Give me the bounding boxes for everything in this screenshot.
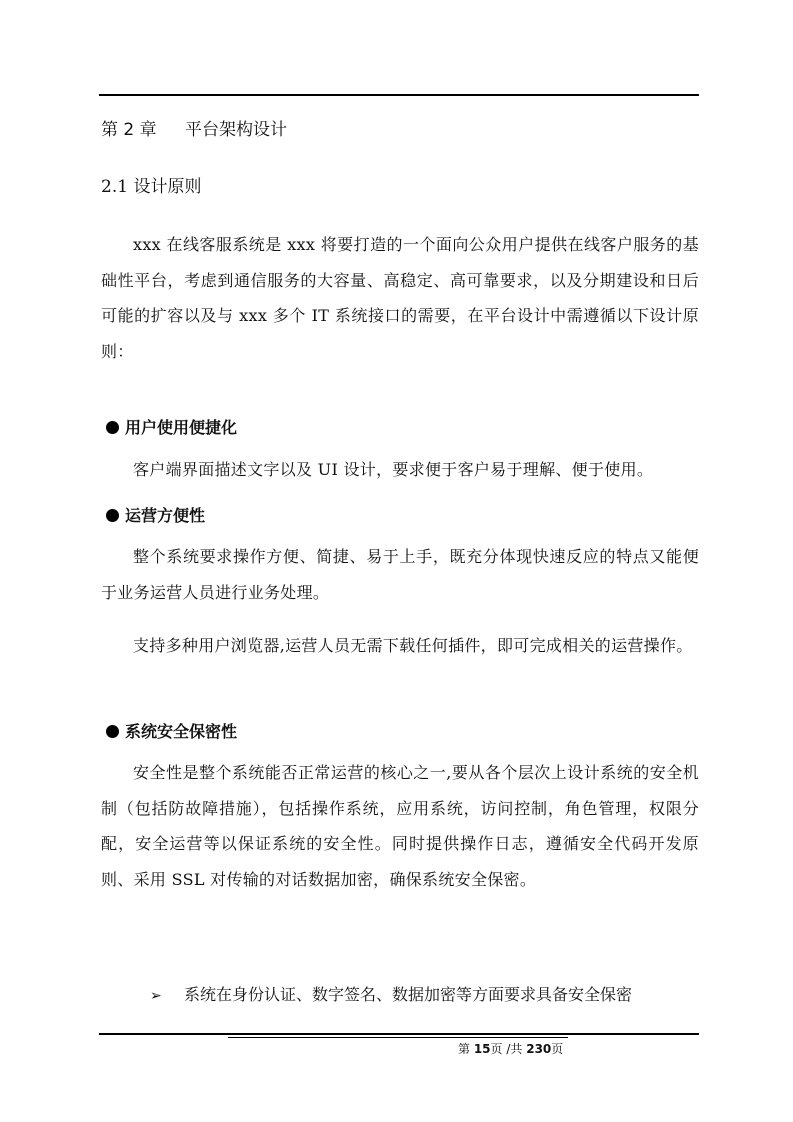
chapter-number: 第 2 章 [101, 120, 157, 140]
total-pages: 230 [526, 1042, 552, 1056]
chapter-heading [101, 118, 287, 142]
bullet-dot-icon [106, 421, 119, 434]
chapter-title: 平台架构设计 [185, 120, 287, 140]
principle-paragraph: 支持多种用户浏览器,运营人员无需下载任何插件，即可完成相关的运营操作。 [133, 636, 693, 655]
principle-heading: 用户使用便捷化 [106, 416, 237, 440]
current-page: 15 [473, 1042, 491, 1056]
principle-heading: 系统安全保密性 [106, 720, 237, 744]
bullet-dot-icon [106, 725, 119, 738]
principle-paragraph: 整个系统要求操作方便、简捷、易于上手，既充分体现快速反应的特点又能便于业务运营人员进行业务处理。 [101, 547, 699, 602]
principle-heading: 运营方便性 [106, 504, 205, 528]
intro-paragraph: xxx 在线客服系统是 xxx 将要打造的一个面向公众用户提供在线客户服务的基础性平台，考虑到通信服务的大容量、高稳定、高可靠要求，以及分期建设和日后可能的扩容以及与 xxx 多个 IT 系统接口的需要，在平台设计中需遵循以下设计原则： [101, 235, 699, 361]
section-heading: 2.1 设计原则 [101, 177, 202, 197]
sub-list-item: ➢ 系统在身份认证、数字签名、数据加密等方面要求具备安全保密 [150, 983, 632, 1008]
page-number-footer: 第 15页 /共 230页 [458, 1042, 564, 1056]
footer-rule-thin [228, 1037, 568, 1038]
principle-paragraph: 安全性是整个系统能否正常运营的核心之一,要从各个层次上设计系统的安全机制（包括防故障措施），包括操作系统，应用系统，访问控制，角色管理，权限分配，安全运营等以保证系统的安全性。同时提供操作日志，遵循安全代码开发原则、采用 SSL 对传输的对话数据加密，确保系统安全保密。 [101, 763, 699, 889]
bullet-dot-icon [106, 509, 119, 522]
arrow-bullet-icon: ➢ [150, 988, 162, 1004]
footer-rule [99, 1033, 699, 1035]
header-rule [99, 94, 699, 96]
principle-paragraph: 客户端界面描述文字以及 UI 设计，要求便于客户易于理解、便于使用。 [133, 460, 654, 479]
